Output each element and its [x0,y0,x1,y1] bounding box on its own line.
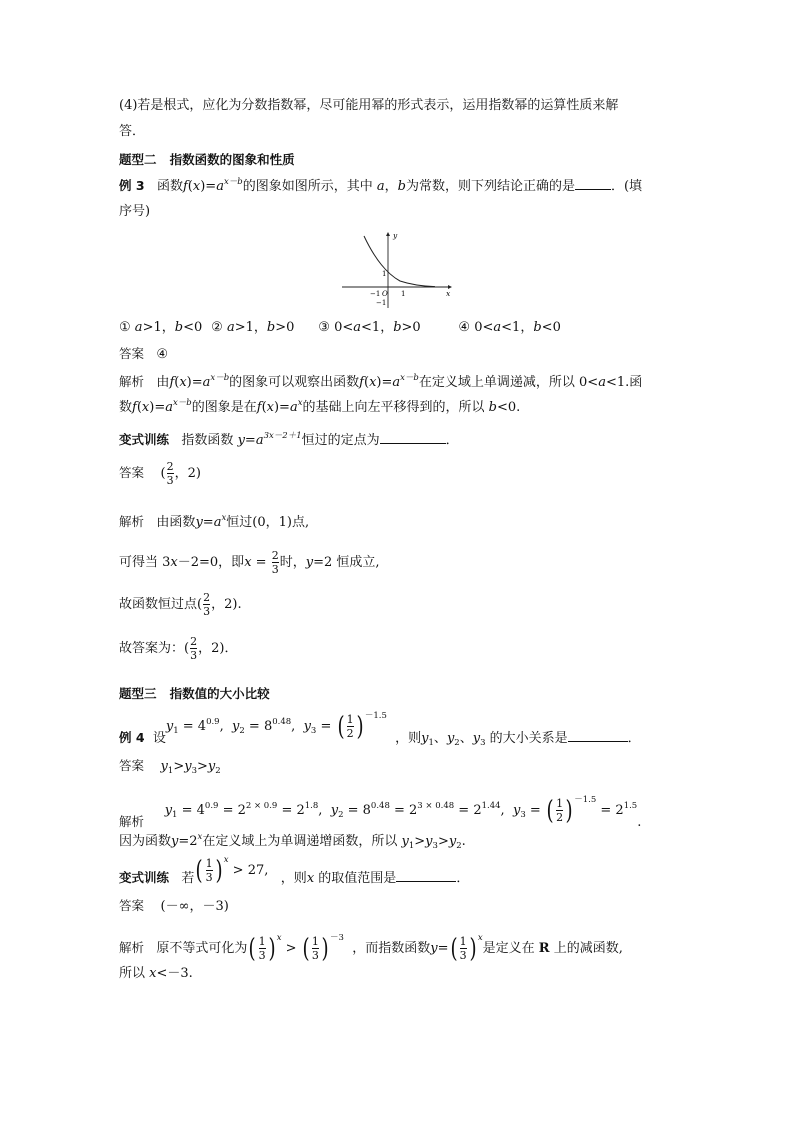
option-2: ② a>1，b>0 [211,320,295,335]
exponential-curve [364,236,435,287]
remark-text-1: (4)若是根式，应化为分数指数幂，尽可能用幂的形式表示，运用指数幂的运算性质来解 [119,98,619,113]
example3-analysis-1: 解析 由$f(x)=a^{x-b}$的图象可以观察出函数$f(x)=a^{x-b}$在定义域上单调递减，所以 0<a<1.函 [119,373,643,390]
y-tick-neg1: −1 [376,299,387,307]
remark-line-1 [119,94,682,118]
variant1-analysis-3: 故函数恒过点( $\frac{2}{3}$ ，2). [119,591,242,618]
y-axis-arrow [386,232,390,236]
option-4: ④ 0<a<1，b<0 [458,320,561,335]
remark-text-2: 答． [119,124,146,139]
answer-blank[interactable] [396,867,456,882]
example3-answer: 答案 ④ [119,346,169,362]
x-axis-label: x [446,289,451,298]
example3-options [119,316,682,340]
example4-conclusion: 因为函数$y=2^x$在定义域上为单调递增函数，所以 $y_1>y_3>y_2$. [119,832,466,851]
section-heading-3: 题型三 指数值的大小比较 [119,686,270,701]
y-tick-1: 1 [382,270,387,278]
option-3: ③ 0<a<1，b>0 [318,320,421,335]
x-tick-neg1: −1 [370,290,381,298]
variant2-question: 变式训练 若( $\frac{1}{3}$ ) $^x$ > 27, ，则x 的取值范围是 ． [119,855,470,886]
variant1-answer: 答案 ( $\frac{2}{3}$ ，2) [119,460,201,487]
variant1-analysis-1: 解析 由函数$y=a^x$恒过(0，1)点, [119,513,310,530]
variant2-answer: 答案 (－∞，－3) [119,898,229,914]
example4-question: 例 4 设$y_1 = 4^{0.9}$, $y_2 = 8^{0.48}$, $y_3$ = ( $\frac{1}{2}$ ) $^{-1.5}$ ，则$y_1$、$y_2$、$y_3$ 的大小关系是 ． [119,711,641,748]
answer-blank[interactable] [575,175,611,190]
variant1-question: 变式训练 指数函数 $y=a^{3x-2+1}$恒过的定点为 ． [119,431,459,448]
remark-line-2 [119,120,682,144]
exponential-graph-figure [340,230,455,310]
variant1-analysis-2: 可得当 3x－2=0，即x = $\frac{2}{3}$ 时，y=2 恒成立, [119,549,380,576]
answer-blank[interactable] [380,429,446,444]
option-1: ① a>1，b<0 [119,320,203,335]
origin-label: O [382,290,388,298]
section-heading-2: 题型二 指数函数的图象和性质 [119,152,295,167]
example4-analysis: 解析 $y_1 = 4^{0.9} = 2^{2 \times 0.9} = 2^{1.8}$, $y_2 = 8^{0.48} = 2^{3 \times 0.48} = 2^{1.44}$, $y_3$ = ( $\frac{1}{2}$ ) $^{-1.5} = 2^{1.5}$. [119,795,642,830]
variant2-analysis-2: 所以 x<－3. [119,966,193,981]
x-tick-1: 1 [401,290,406,298]
variant2-analysis-1: 解析 原不等式可化为( $\frac{1}{3}$ ) $^x$ > ( $\frac{1}{3}$ ) $^{-3}$ ，而指数函数y=( $\frac{1}{3}$ ) $^x$是定义在 R 上的减函数, [119,933,623,964]
example3-analysis-2: 数$f(x)=a^{x-b}$的图象是在$f(x)=a^x$的基础上向左平移得到的，所以 b<0. [119,398,521,415]
variant1-analysis-4: 故答案为：( $\frac{2}{3}$ ，2)． [119,635,238,662]
example3-line-2: 序号) [119,204,151,219]
y-axis-label: y [393,231,398,240]
answer-blank[interactable] [568,727,628,742]
example3-line-1: 例 3 函数$f(x)=a^{x-b}$的图象如图所示，其中 a，b为常数，则下列结论正确的是 ．(填 [119,177,643,194]
example4-analysis-formula: $y_1 = 4^{0.9} = 2^{2 \times 0.9} = 2^{1.8}$, $y_2 = 8^{0.48} = 2^{3 \times 0.48} = 2^{1.44}$, $y_3$ = ( $\frac{1}{2}$ ) $^{-1.5} = 2^{1.5}$ [164,795,638,826]
example4-answer: 答案 $y_1>y_3>y_2$ [119,758,221,776]
